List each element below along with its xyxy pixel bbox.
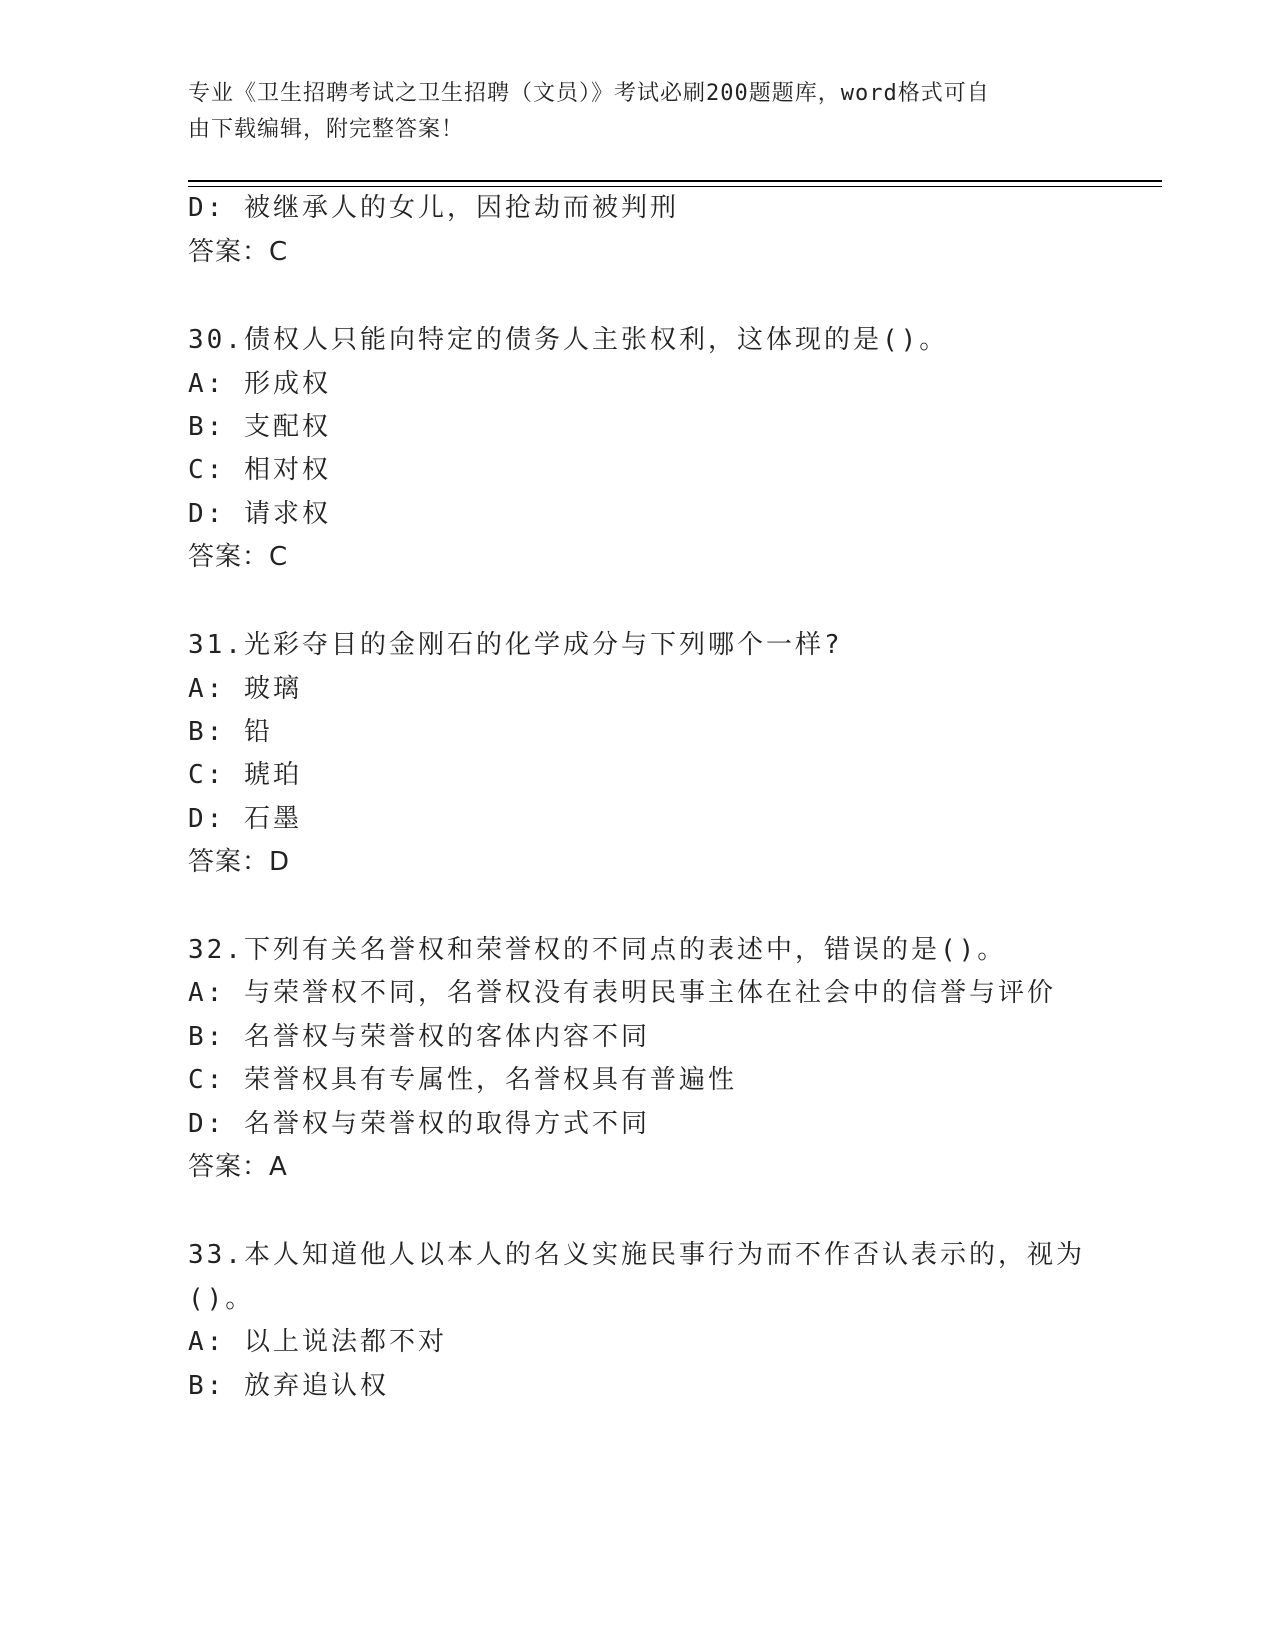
question-33-stem: 33.本人知道他人以本人的名义实施民事行为而不作否认表示的，视为 [188, 1240, 1085, 1270]
question-31-answer: 答案：D [188, 847, 291, 877]
header-rule-thick [188, 180, 1162, 182]
answer-line: 答案：C [188, 237, 289, 267]
question-30-stem: 30.债权人只能向特定的债务人主张权利，这体现的是()。 [188, 325, 949, 355]
question-31-option-b: B: 铅 [188, 717, 273, 747]
question-33-option-b: B: 放弃追认权 [188, 1371, 389, 1401]
question-30-option-c: C: 相对权 [188, 455, 331, 485]
question-32-answer: 答案：A [188, 1152, 288, 1182]
question-32-option-d: D: 名誉权与荣誉权的取得方式不同 [188, 1109, 650, 1139]
question-31-stem: 31.光彩夺目的金刚石的化学成分与下列哪个一样? [188, 630, 843, 660]
option-d: D: 被继承人的女儿，因抢劫而被判刑 [188, 193, 679, 223]
header-line-1: 专业《卫生招聘考试之卫生招聘（文员）》考试必刷200题题库，word格式可自 [188, 81, 990, 106]
header-line-2: 由下载编辑，附完整答案！ [188, 117, 465, 142]
document-header [188, 76, 1068, 148]
question-30-option-d: D: 请求权 [188, 499, 331, 529]
question-31-option-c: C: 琥珀 [188, 760, 302, 790]
question-31-option-a: A: 玻璃 [188, 674, 302, 704]
question-32-stem: 32.下列有关名誉权和荣誉权的不同点的表述中，错误的是()。 [188, 935, 1007, 965]
question-30-answer: 答案：C [188, 542, 289, 572]
question-32-option-c: C: 荣誉权具有专属性，名誉权具有普遍性 [188, 1065, 737, 1095]
question-30-option-a: A: 形成权 [188, 369, 331, 399]
question-33-stem-continued: ()。 [188, 1284, 255, 1314]
question-32-option-b: B: 名誉权与荣誉权的客体内容不同 [188, 1022, 650, 1052]
question-31-option-d: D: 石墨 [188, 804, 302, 834]
header-rule-thin [188, 186, 1162, 187]
question-32-option-a: A: 与荣誉权不同，名誉权没有表明民事主体在社会中的信誉与评价 [188, 978, 1056, 1008]
question-33-option-a: A: 以上说法都不对 [188, 1327, 447, 1357]
question-30-option-b: B: 支配权 [188, 412, 331, 442]
